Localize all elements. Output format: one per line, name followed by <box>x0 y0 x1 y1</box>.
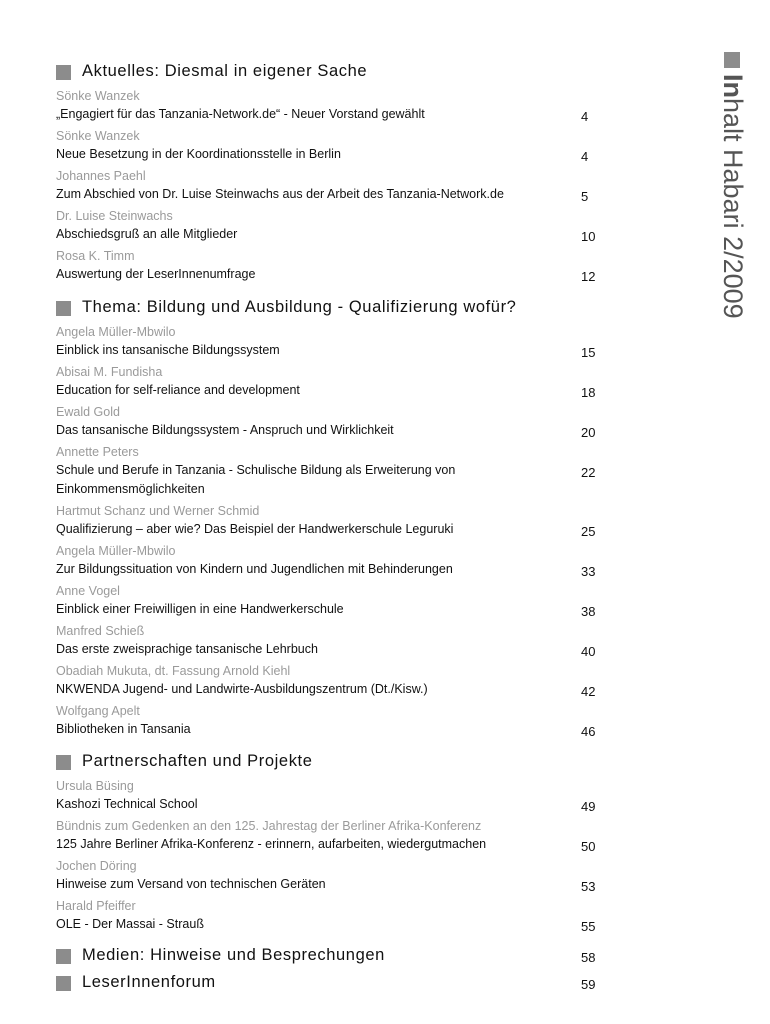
section-marker-square <box>56 976 71 991</box>
toc-entry <box>56 404 616 440</box>
entry-page-number: 50 <box>581 839 596 854</box>
entry-page-number: 5 <box>581 189 589 204</box>
entry-page-number: 49 <box>581 799 596 814</box>
toc-entry <box>56 703 616 739</box>
toc-section <box>56 62 616 284</box>
entry-page-number: 20 <box>581 425 596 440</box>
toc-entry <box>56 444 616 499</box>
toc-entry <box>56 818 616 854</box>
toc-section <box>56 752 616 934</box>
side-title-text <box>718 74 748 319</box>
toc-entry <box>56 543 616 579</box>
entry-author: Dr. Luise Steinwachs <box>56 209 173 223</box>
toc-section <box>56 973 616 997</box>
section-marker-square <box>56 65 71 80</box>
entry-title: 125 Jahre Berliner Afrika-Konferenz - erinnern, aufarbeiten, wiedergutmachen <box>56 837 487 851</box>
entry-author: Abisai M. Fundisha <box>56 365 163 379</box>
entry-page-number: 4 <box>581 109 589 124</box>
entry-author: Jochen Döring <box>56 859 137 873</box>
entry-title: Einblick einer Freiwilligen in eine Handwerkerschule <box>56 602 344 616</box>
entry-title: Das erste zweisprachige tansanische Lehrbuch <box>56 642 318 656</box>
entry-title: Kashozi Technical School <box>56 797 198 811</box>
entry-author: Sönke Wanzek <box>56 89 140 103</box>
section-heading <box>56 62 616 86</box>
toc-entry <box>56 663 616 699</box>
entry-title: Neue Besetzung in der Koordinationsstelle in Berlin <box>56 147 341 161</box>
entry-author: Obadiah Mukuta, dt. Fassung Arnold Kiehl <box>56 664 291 678</box>
toc-entry <box>56 324 616 360</box>
entry-author: Hartmut Schanz und Werner Schmid <box>56 504 260 518</box>
section-heading <box>56 752 616 776</box>
entry-title: Education for self-reliance and development <box>56 383 300 397</box>
entry-page-number: 25 <box>581 524 596 539</box>
entry-title: Hinweise zum Versand von technischen Geräten <box>56 877 326 891</box>
entry-author: Johannes Paehl <box>56 169 146 183</box>
section-title: Aktuelles: Diesmal in eigener Sache <box>82 62 368 80</box>
entry-title: Zum Abschied von Dr. Luise Steinwachs aus der Arbeit des Tanzania-Network.de <box>56 187 504 201</box>
section-page-number: 59 <box>581 977 596 992</box>
entry-page-number: 10 <box>581 229 596 244</box>
side-title-prefix: In <box>718 74 748 98</box>
entry-title: Bibliotheken in Tansania <box>56 722 191 736</box>
section-title: Thema: Bildung und Ausbildung - Qualifizierung wofür? <box>82 298 517 316</box>
entry-author: Sönke Wanzek <box>56 129 140 143</box>
entry-author: Anne Vogel <box>56 584 120 598</box>
entry-page-number: 38 <box>581 604 596 619</box>
section-heading <box>56 973 616 997</box>
entry-title: NKWENDA Jugend- und Landwirte-Ausbildungszentrum (Dt./Kisw.) <box>56 682 428 696</box>
entry-title: Zur Bildungssituation von Kindern und Jugendlichen mit Behinderungen <box>56 562 453 576</box>
entry-author: Manfred Schieß <box>56 624 145 638</box>
entry-page-number: 42 <box>581 684 596 699</box>
toc-entry <box>56 898 616 934</box>
entry-title: Qualifizierung – aber wie? Das Beispiel der Handwerkerschule Leguruki <box>56 522 454 536</box>
entry-author: Wolfgang Apelt <box>56 704 140 718</box>
section-heading <box>56 946 616 970</box>
section-marker-square <box>56 755 71 770</box>
entry-page-number: 53 <box>581 879 596 894</box>
entry-author: Bündnis zum Gedenken an den 125. Jahrestag der Berliner Afrika-Konferenz <box>56 819 482 833</box>
entry-page-number: 4 <box>581 149 589 164</box>
entry-title: „Engagiert für das Tanzania-Network.de“ - Neuer Vorstand gewählt <box>56 107 425 121</box>
entry-title: OLE - Der Massai - Strauß <box>56 917 204 931</box>
entry-author: Rosa K. Timm <box>56 249 135 263</box>
entry-title: Einblick ins tansanische Bildungssystem <box>56 343 280 357</box>
section-heading <box>56 298 616 322</box>
entry-page-number: 55 <box>581 919 596 934</box>
table-of-contents <box>56 52 616 999</box>
entry-author: Harald Pfeiffer <box>56 899 136 913</box>
section-title: Medien: Hinweise und Besprechungen <box>82 946 385 964</box>
entry-page-number: 15 <box>581 345 596 360</box>
entry-page-number: 12 <box>581 269 596 284</box>
entry-page-number: 46 <box>581 724 596 739</box>
entry-title: Schule und Berufe in Tanzania - Schulische Bildung als Erweiterung von Einkommensmöglichkeiten <box>56 463 456 496</box>
toc-entry <box>56 208 616 244</box>
side-title <box>712 52 752 382</box>
section-marker-square <box>56 949 71 964</box>
entry-author: Ursula Büsing <box>56 779 134 793</box>
side-title-marker <box>724 52 740 68</box>
entry-page-number: 33 <box>581 564 596 579</box>
entry-page-number: 22 <box>581 465 596 480</box>
toc-entry <box>56 583 616 619</box>
toc-section <box>56 946 616 970</box>
toc-entry <box>56 168 616 204</box>
toc-entry <box>56 778 616 814</box>
entry-title: Das tansanische Bildungssystem - Anspruch und Wirklichkeit <box>56 423 394 437</box>
section-page-number: 58 <box>581 950 596 965</box>
toc-entry <box>56 623 616 659</box>
toc-entry <box>56 858 616 894</box>
toc-entry <box>56 248 616 284</box>
entry-page-number: 40 <box>581 644 596 659</box>
toc-entry <box>56 503 616 539</box>
entry-title: Auswertung der LeserInnenumfrage <box>56 267 256 281</box>
toc-section <box>56 298 616 739</box>
section-title: Partnerschaften und Projekte <box>82 752 313 770</box>
entry-title: Abschiedsgruß an alle Mitglieder <box>56 227 238 241</box>
entry-author: Angela Müller-Mbwilo <box>56 325 176 339</box>
entry-author: Annette Peters <box>56 445 139 459</box>
toc-entry <box>56 88 616 124</box>
entry-page-number: 18 <box>581 385 596 400</box>
section-title: LeserInnenforum <box>82 973 216 991</box>
entry-author: Angela Müller-Mbwilo <box>56 544 176 558</box>
toc-entry <box>56 364 616 400</box>
toc-entry <box>56 128 616 164</box>
side-title-rest: halt Habari 2/2009 <box>718 98 748 319</box>
entry-author: Ewald Gold <box>56 405 120 419</box>
section-marker-square <box>56 301 71 316</box>
